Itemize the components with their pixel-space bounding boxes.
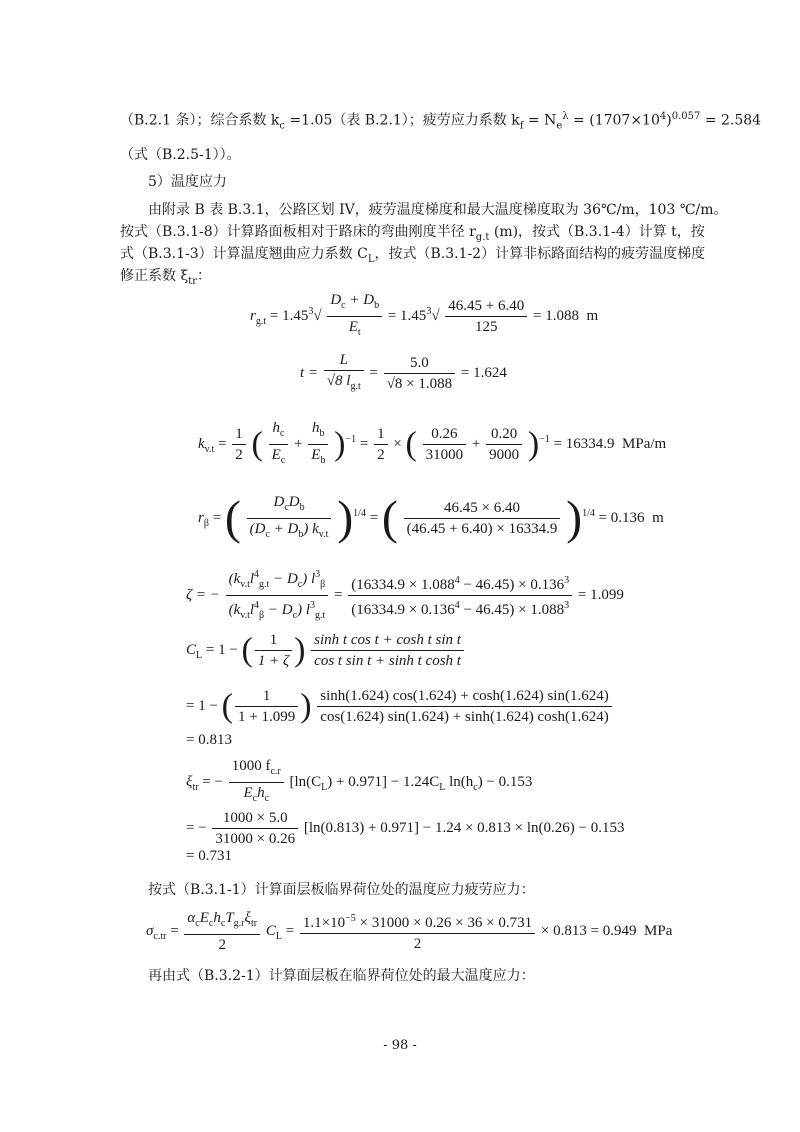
equation-xi-1: $\xi_{tr}$ = − $\frac{1000 f_{c.r}}{E_ch_c}$ $[\ln(C_L) + 0.971] - 1.24C_L$ $\ln(h_c) - 0.153$: [186, 758, 533, 804]
equation-cl-result: = 0.813: [186, 732, 232, 748]
equation-cl-2: = 1 − ( $\frac{1}{1 + 1.099}$ ) $\frac{\sinh(1.624) \cos(1.624) + \cosh(1.624) \sin(1.624)}{\cos(1.624) \sin(1.624) + \sinh(1.624) \cosh(1.624)}$: [186, 686, 614, 727]
equation-t: t = $\frac{L}{√8 l_{g.t}}$ = $\frac{5.0}{√8 \times 1.088}$ = 1.624: [300, 352, 507, 392]
text-line-stress: 按式（B.3.1-1）计算面层板临界荷位处的温度应力疲劳应力：: [148, 882, 535, 898]
text-line-max-stress: 再由式（B.3.2-1）计算面层板在临界荷位处的最大温度应力：: [148, 968, 535, 984]
equation-rbeta: $r_\beta$ = ( $\frac{D_cD_b}{(D_c + D_b) k_{v.t}}$ )$^{1/4}$ = ( $\frac{46.45 \times 6.40}{(46.45 + 6.40) \times 16334.9}$ )$^{1/4}$ = 0.136 m: [198, 491, 664, 545]
equation-kvt: $k_{v.t}$ = $\frac{1}{2}$ ( $\frac{h_c}{E_c}$ + $\frac{h_b}{E_b}$ )$^{-1}$ = $\frac{1}{2}$ × ( $\frac{0.26}{31000}$ + $\frac{0.20}{9000}$ )$^{-1}$ = 16334.9 MPa/m: [198, 420, 667, 466]
paragraph-line-3: 式（B.3.1-3）计算温度翘曲应力系数 $C_L$，按式（B.3.1-2）计算非标路面结构的疲劳温度梯度: [120, 246, 706, 265]
page-number: - 98 -: [383, 1038, 417, 1053]
equation-rgt: $r_{g.t} = 1.45^3√$ $\frac{D_c + D_b}{E_t}$ = $1.45^3√$ $\frac{46.45 + 6.40}{125}$ = 1.088 m: [250, 292, 599, 338]
paragraph-line-2: 按式（B.3.1-8）计算路面板相对于路床的弯曲刚度半径 $r_{g.t}$ (m)，按式（B.3.1-4）计算 t，按: [120, 224, 705, 243]
equation-xi-2: = − $\frac{1000 \times 5.0}{31000 \times 0.26}$ [ln(0.813) + 0.971] − 1.24 × 0.813 × ln(0.26) − 0.153: [186, 810, 625, 847]
equation-sigma: $\sigma_{c.tr}$ = $\frac{\alpha_cE_ch_cT_{g.r}\xi_{tr}}{2}$ $C_L$ = $\frac{1.1\times 10^{-5} \times 31000 \times 0.26 \times 36 \times 0.731}{2}$ × 0.813 = 0.949 MPa: [146, 910, 673, 953]
section-heading: 5）温度应力: [148, 174, 227, 190]
text-line-2: （式（B.2.5-1））。: [120, 147, 241, 163]
equation-cl-1: $C_L = 1$ − ( $\frac{1}{1 + \zeta}$ ) $\frac{\text{sinh t cos t + cosh t sin t}}{\text{cos t sin t + sinh t cosh t}}$: [186, 630, 466, 671]
paragraph-line-4: 修正系数 $\xi_{tr}$：: [120, 268, 211, 287]
equation-xi-result: = 0.731: [186, 848, 232, 864]
text-line-1: （B.2.1 条）；综合系数 $k_c =1.05$（表 B.2.1）；疲劳应力系数 $k_f = N_e^\lambda = (1707\times 10^4)^{0.057} = 2.584$: [120, 111, 762, 132]
paragraph-line-1: 由附录 B 表 B.3.1，公路区划 IV，疲劳温度梯度和最大温度梯度取为 36℃/m，103 ℃/m。: [148, 202, 728, 218]
equation-zeta: ζ = − $\frac{(k_{v.t}l^4_{g.t} - D_c) l^3_\beta}{(k_{v.t}l^4_\beta - D_c) l^3_{g.t}}$ = $\frac{(16334.9 \times 1.088^4 - 46.45) \times 0.136^3}{(16334.9 \times 0.136^4 - 46.45) \times 1.088^3}$ = 1.099: [186, 565, 624, 626]
